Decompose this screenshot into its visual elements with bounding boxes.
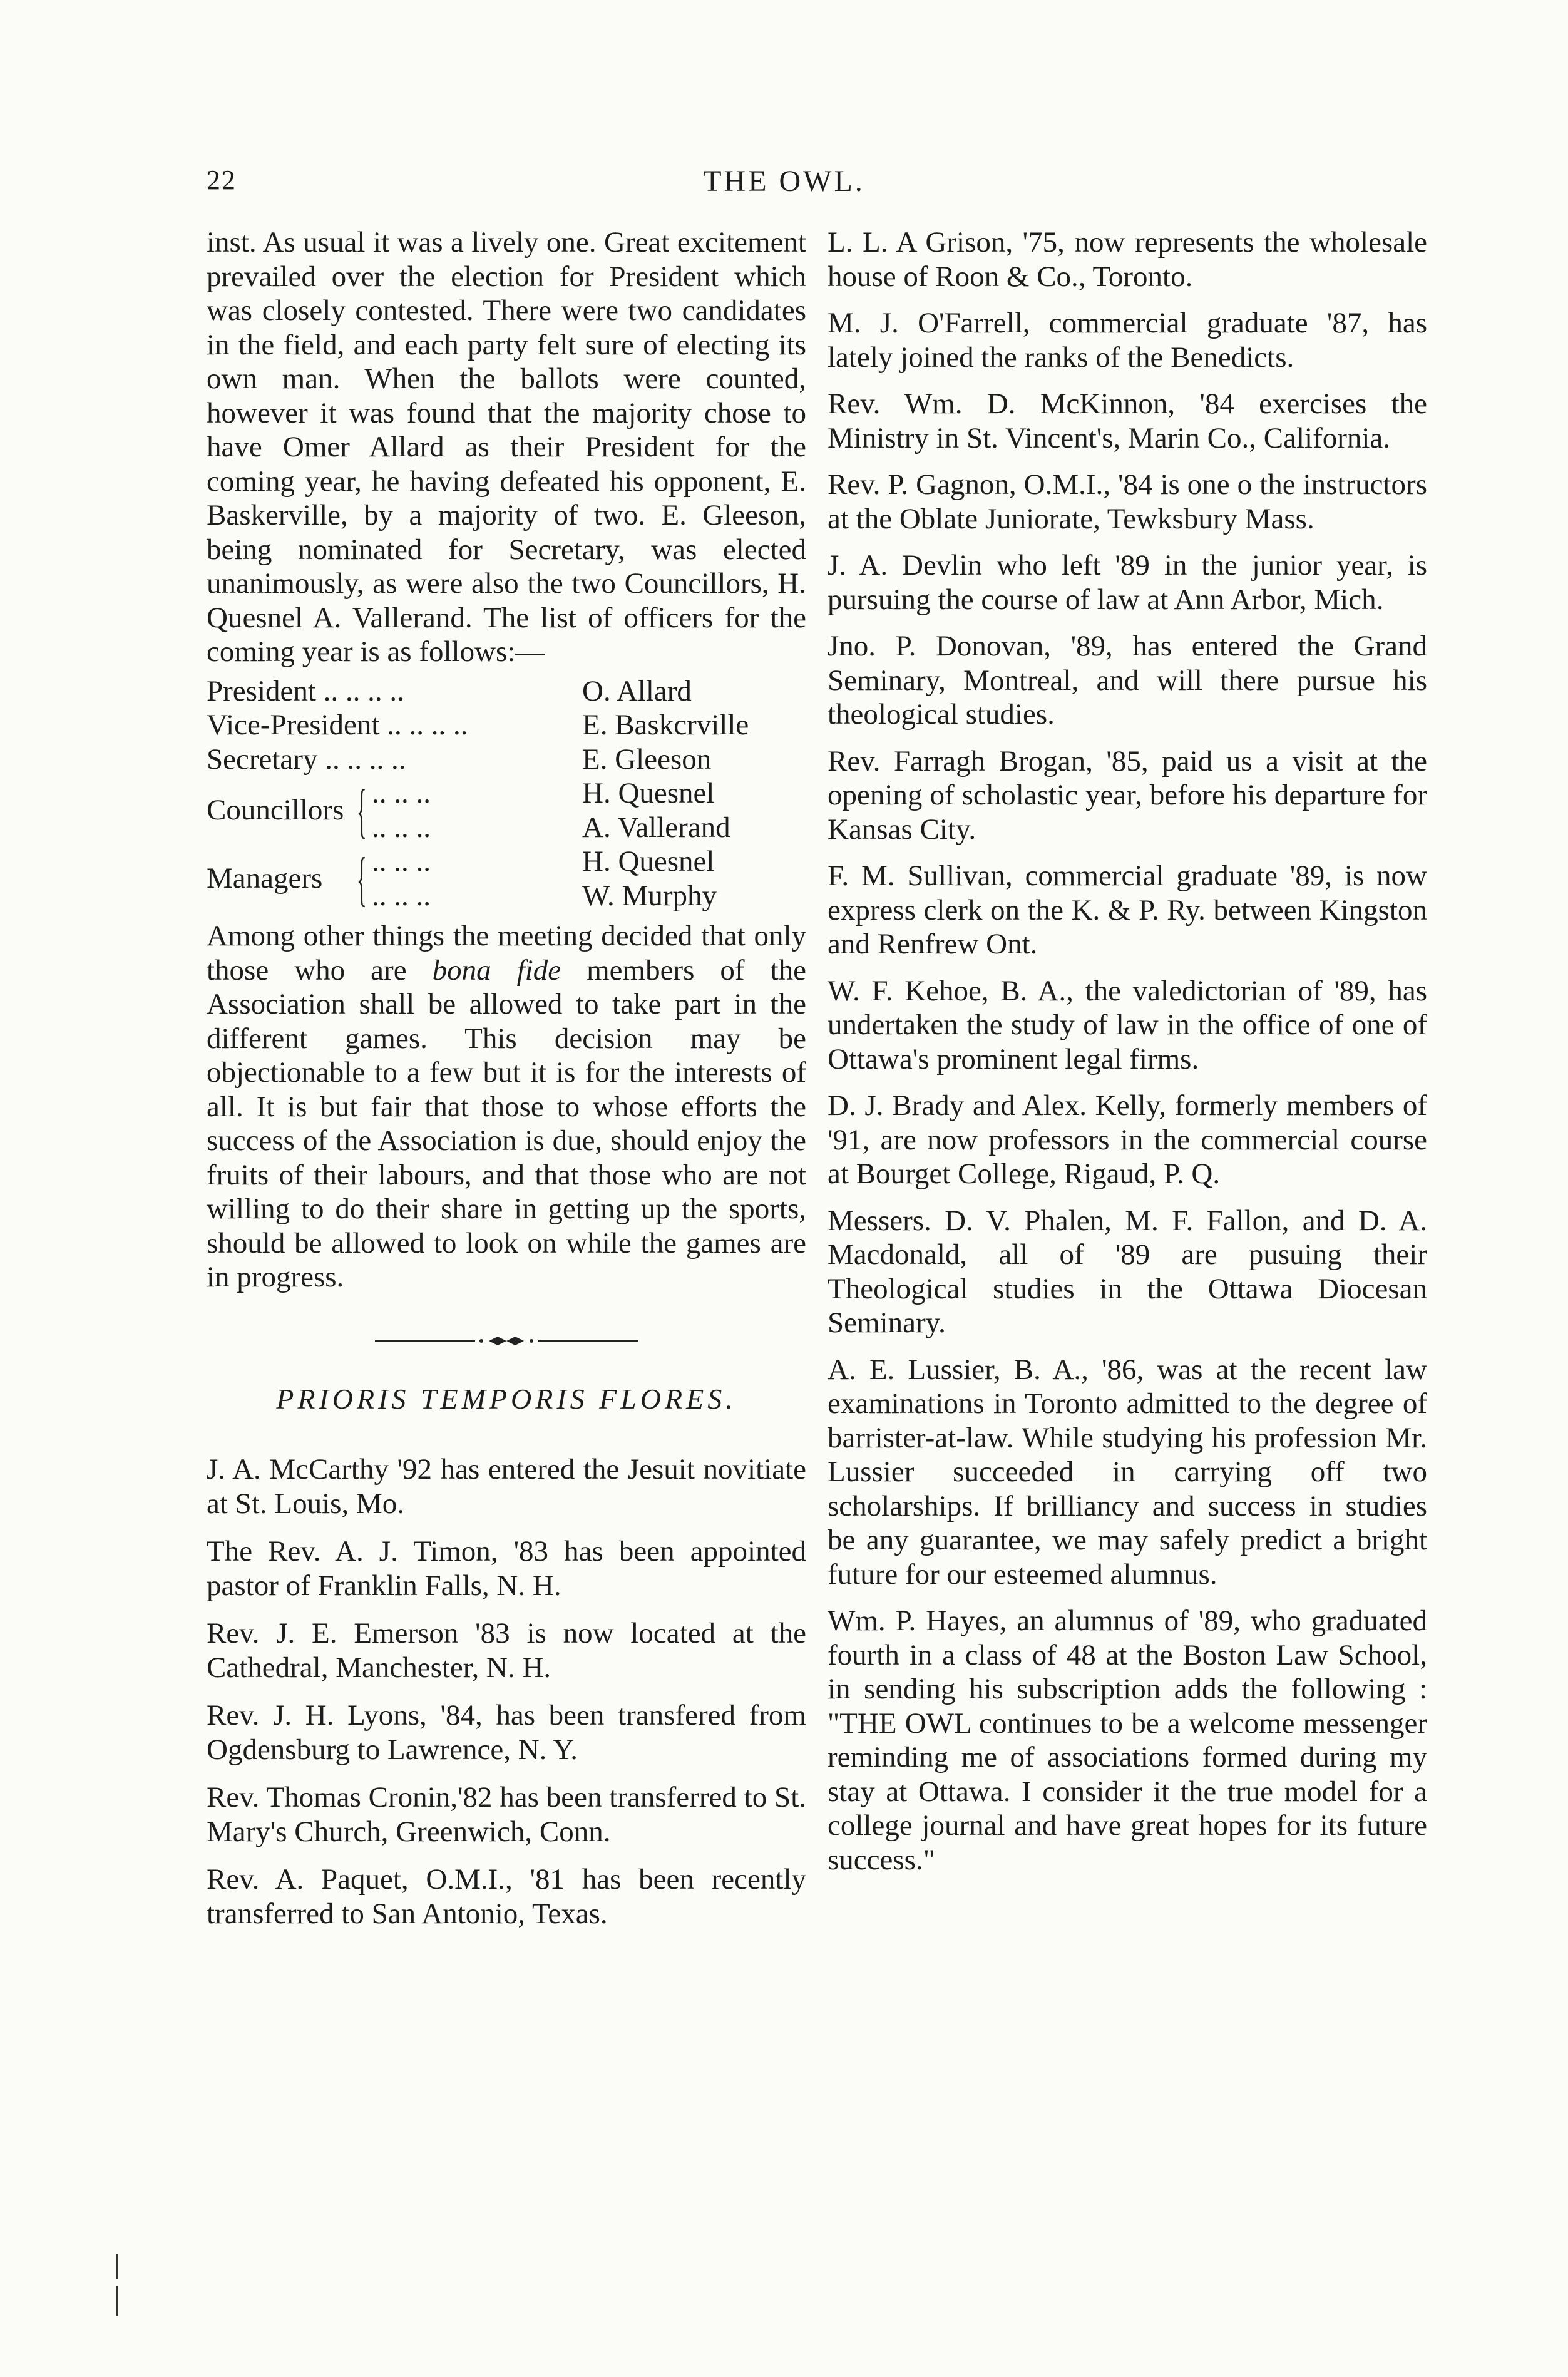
alumni-note: Rev. P. Gagnon, O.M.I., '84 is one o the instructors at the Oblate Juniorate, Tewksbury Mass. [828,468,1427,535]
alumni-note: Messers. D. V. Phalen, M. F. Fallon, and D. A. Macdonald, all of '89 are pusuing their Theological studies in the Ottawa Diocesan Seminary. [828,1204,1427,1339]
closing-text-after: members of the Association shall be allowed to take part in the different games. This decision may be objectionable to a few but it is for the interests of all. It is but fair that those to whose efforts the success of the Association is due, should enjoy the fruits of their labours, and that those who are not willing to do their share in getting up the sports, should be allowed to look on while the games are in progress. [207,953,806,1293]
alumni-note: The Rev. A. J. Timon, '83 has been appointed pastor of Franklin Falls, N. H. [207,1535,806,1602]
officer-name: E. Gleeson [582,742,712,776]
alumni-note: J. A. Devlin who left '89 in the junior year, is pursuing the course of law at Ann Arbor, Mich. [828,549,1427,616]
officer-label: Vice-President .. .. .. .. [207,709,468,741]
closing-italic-phrase: bona fide [432,953,561,987]
officer-name: H. Quesnel [582,777,715,809]
officer-name: E. Baskcrville [582,709,749,741]
page-header [0,164,1568,202]
officer-group-councillors [207,776,806,845]
association-paragraph: inst. As usual it was a lively one. Great excitement prevailed over the election for President which was closely contested. There were two candidates in the field, and each party felt sure of electing its own man. When the ballots were counted, however it was found that the majority chose to have Omer Allard as their President for the coming year, he having defeated his opponent, E. Baskerville, by a majority of two. E. Gleeson, being nominated for Secretary, was elected unanimously, as were also the two Councillors, H. Quesnel A. Vallerand. The list of officers for the coming year is as follows:— [207,226,806,668]
officer-row [372,776,730,811]
alumni-note: F. M. Sullivan, commercial graduate '89, is now express clerk on the K. & P. Ry. between Kingston and Renfrew Ont. [828,860,1427,960]
officer-row-secretary [207,742,806,777]
ornament-rule-icon [375,1333,638,1348]
leader-dots: .. .. .. [372,811,431,844]
section-title: PRIORIS TEMPORIS FLORES. [276,1382,737,1415]
closing-text-before: Among other things the meeting decided that only those who are [207,920,806,987]
alumni-note: L. L. A Grison, '75, now represents the wholesale house of Roon & Co., Toronto. [828,226,1427,293]
closing-paragraph [207,919,806,1295]
alumni-note: Rev. A. Paquet, O.M.I., '81 has been recently transferred to San Antonio, Texas. [207,1863,806,1930]
right-column [828,225,1427,1889]
alumni-note: Rev. Thomas Cronin,'82 has been transferred to St. Mary's Church, Greenwich, Conn. [207,1781,806,1848]
margin-mark [116,2254,118,2316]
officer-name: O. Allard [582,674,692,707]
brace-glyph: { [356,845,367,912]
alumni-note: Rev. J. E. Emerson '83 is now located at the Cathedral, Manchester, N. H. [207,1617,806,1684]
officer-name: H. Quesnel [582,845,715,878]
officer-group-managers [207,845,806,913]
officer-label: Secretary .. .. .. .. [207,742,406,776]
officer-row-president [207,674,806,709]
alumni-note: Wm. P. Hayes, an alumnus of '89, who graduated fourth in a class of 48 at the Boston Law School, in sending his subscription adds the following : "THE OWL continues to be a welcome messenger reminding me of associations formed during my stay at Ottawa. I consider it the true model for a college journal and have great hopes for its future success." [828,1604,1427,1876]
officer-name: W. Murphy [582,879,717,912]
officer-name: A. Vallerand [582,811,730,844]
left-column [207,225,806,1944]
alumni-note: D. J. Brady and Alex. Kelly, formerly members of '91, are now professors in the commercial course at Bourget College, Rigaud, P. Q. [828,1089,1427,1190]
ornamental-divider [207,1333,806,1348]
alumni-note: Rev. Farragh Brogan, '85, paid us a visit at the opening of scholastic year, before his departure for Kansas City. [828,744,1427,846]
leader-dots: .. .. .. [372,777,431,809]
leader-dots: .. .. .. [372,879,431,912]
alumni-note: A. E. Lussier, B. A., '86, was at the recent law examinations in Toronto admitted to the degree of barrister-at-law. While studying his profession Mr. Lussier succeeded in carrying off two scholarships. If brilliancy and success in studies be any guarantee, we may safely predict a bright future for our esteemed alumnus. [828,1353,1427,1591]
officer-row-vice-president [207,708,806,742]
officer-row [372,879,717,913]
officers-list [207,674,806,913]
officer-row [372,811,730,845]
alumni-note: Rev. Wm. D. McKinnon, '84 exercises the Ministry in St. Vincent's, Marin Co., California. [828,388,1427,454]
alumni-note: Rev. J. H. Lyons, '84, has been transfered from Ogdensburg to Lawrence, N. Y. [207,1699,806,1766]
running-head: THE OWL. [703,165,865,198]
alumni-note: J. A. McCarthy '92 has entered the Jesuit novitiate at St. Louis, Mo. [207,1453,806,1520]
alumni-note: W. F. Kehoe, B. A., the valedictorian of '89, has undertaken the study of law in the office of one of Ottawa's prominent legal firms. [828,974,1427,1076]
officer-label: President .. .. .. .. [207,674,404,707]
officer-row [372,845,717,879]
officer-label: Managers [207,862,323,895]
alumni-note: M. J. O'Farrell, commercial graduate '87, has lately joined the ranks of the Benedicts. [828,307,1427,374]
brace-glyph: { [356,776,367,844]
officer-label: Councillors [207,794,344,827]
leader-dots: .. .. .. [372,845,431,878]
page-number: 22 [207,165,237,195]
alumni-note: Jno. P. Donovan, '89, has entered the Grand Seminary, Montreal, and will there pursue his theological studies. [828,630,1427,731]
